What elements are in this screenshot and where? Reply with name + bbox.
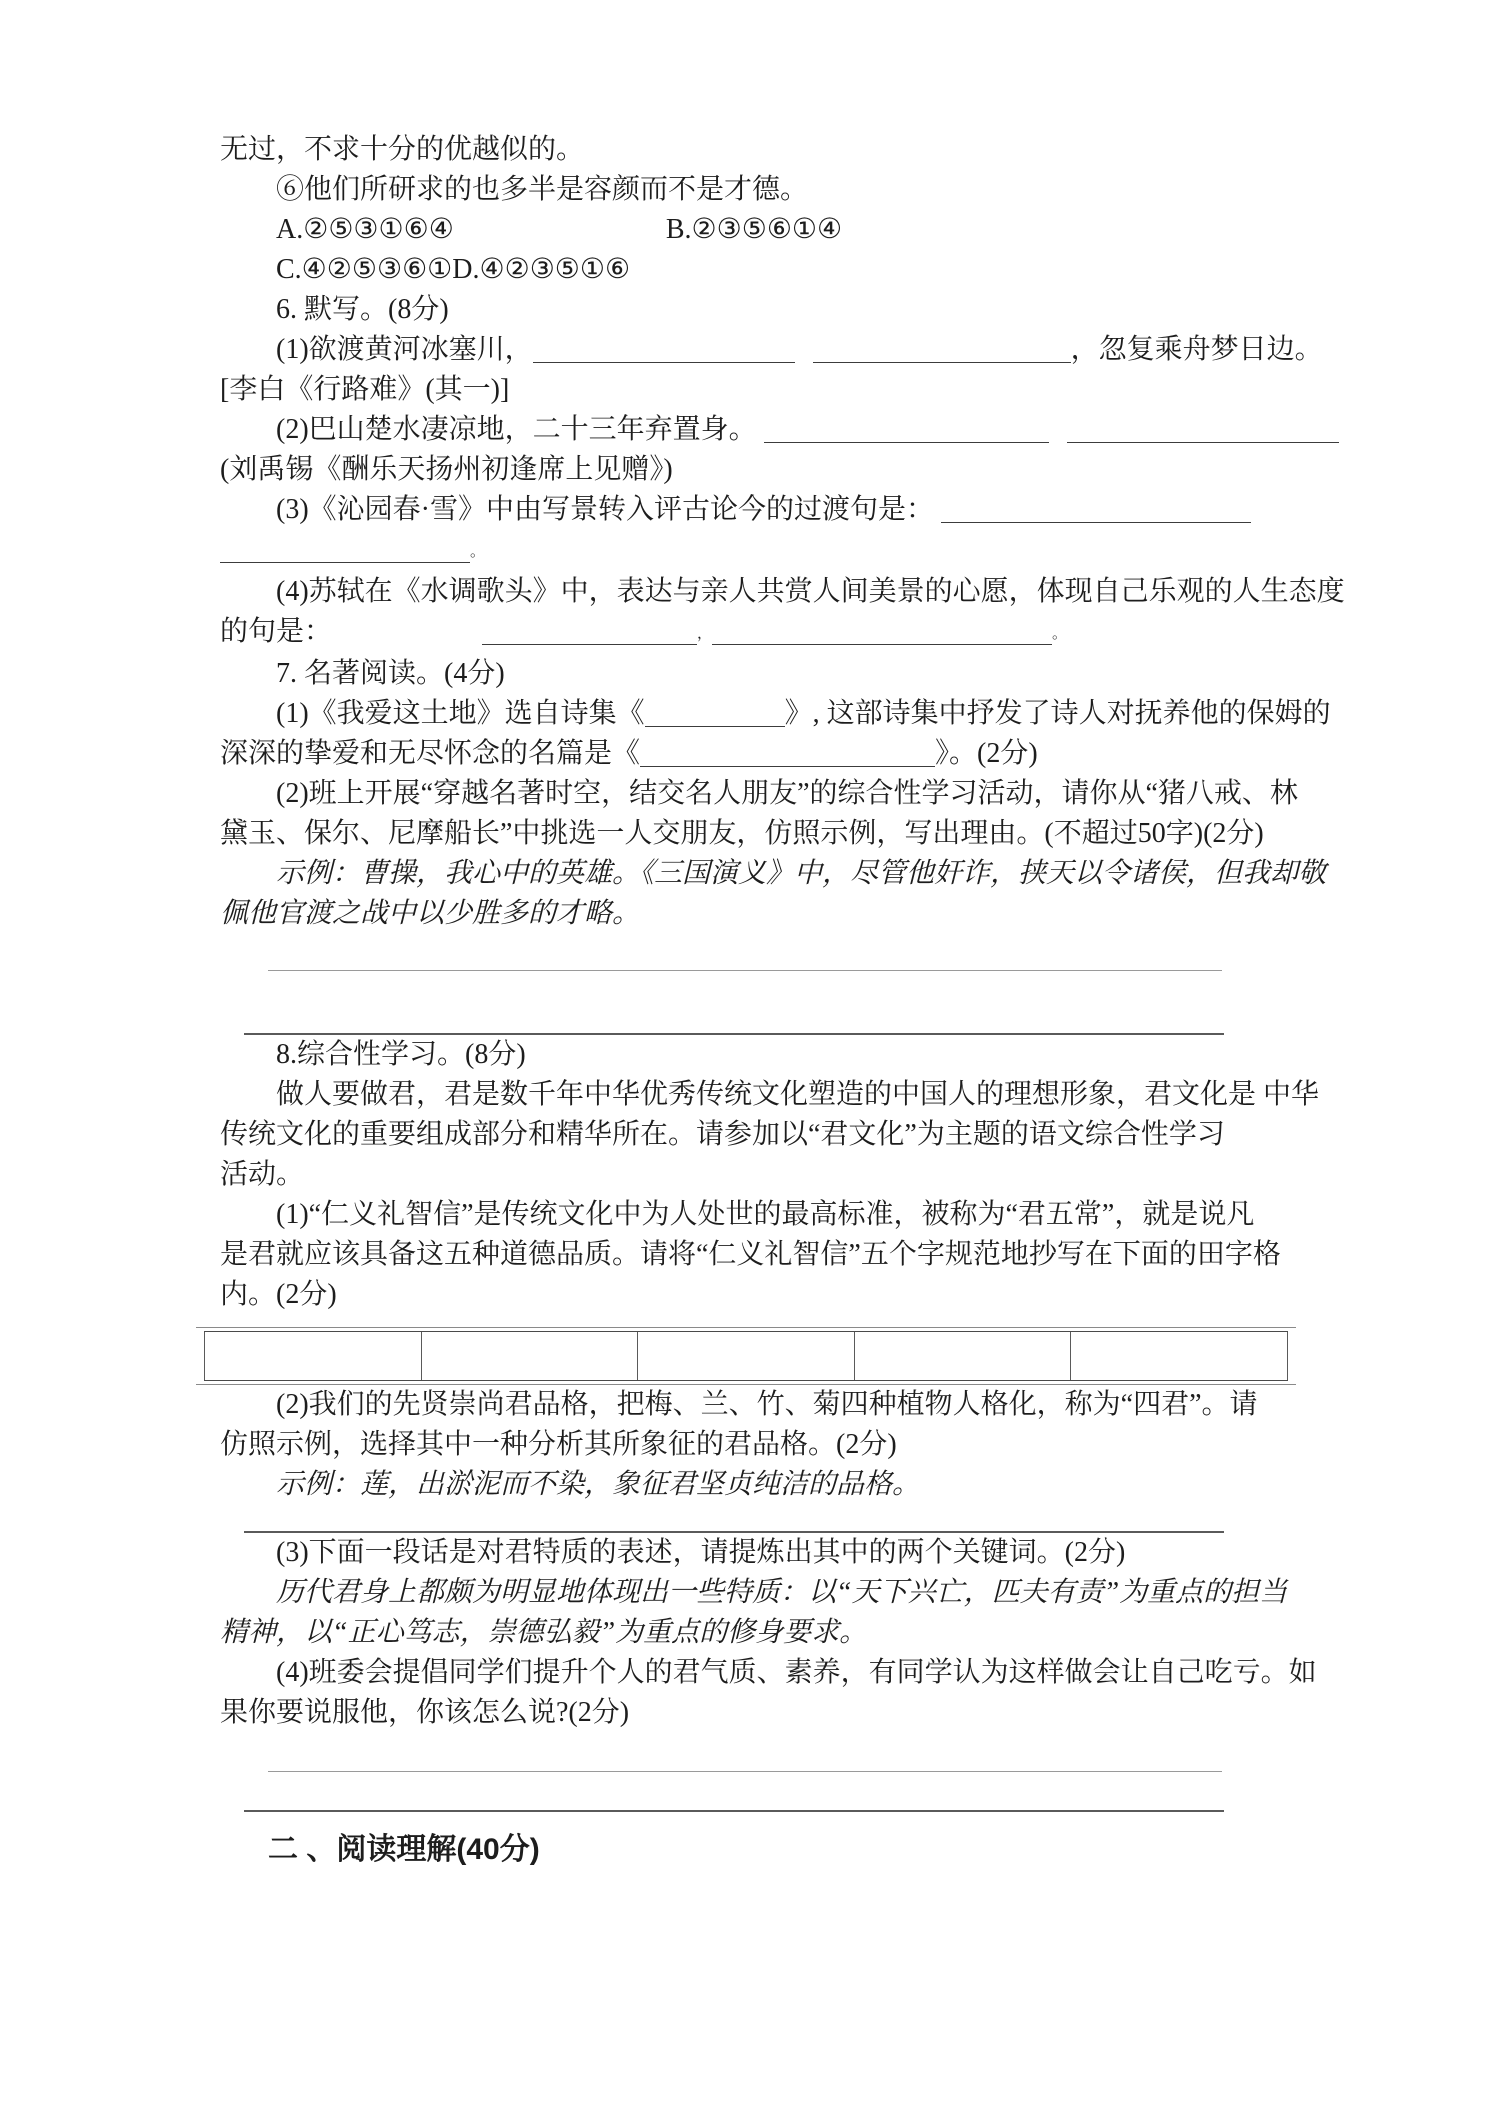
q6-item2-source [220,450,1293,490]
q6-item2-line [220,410,1293,450]
q8-item1-line3-text: 内。(2分) [220,1279,337,1310]
q7-item2-line1 [220,774,1298,814]
q8-item3-line1 [220,1533,1293,1573]
q6-item4-period: 。 [1052,626,1068,642]
q8-title [220,1035,1293,1075]
q6-item4-pre: 的句是： [220,616,333,647]
q5-option-a: A.②⑤③①⑥④ [276,214,454,245]
q6-item1-line [220,330,1323,370]
q5-options-ab [220,210,1293,250]
q6-item3-pre: (3)《沁园春·雪》中由写景转入评古论今的过渡句是： [276,494,934,525]
q8-item1-line1 [220,1195,1293,1235]
q7-item2-line2 [220,814,1293,854]
grid-cell [1070,1332,1288,1380]
q8-item1-line2 [220,1235,1293,1275]
q8-item2-line2-text: 仿照示例，选择其中一种分析其所象征的君品格。(2分) [220,1429,897,1460]
section-two-heading-text: 二 、阅读理解(40分) [268,1833,540,1866]
q5-sentence-6 [220,170,1293,210]
section-two-heading [268,1828,1293,1872]
grid-cell [204,1332,421,1380]
fill-in-blank [764,416,1049,443]
q8-intro-line3-text: 活动。 [220,1159,305,1190]
fill-in-blank [533,336,795,363]
q7-example-line1-text: 示例：曹操，我心中的英雄。《三国演义》中，尽管他奸诈，挟天以令诸侯，但我却敬 [276,858,1327,889]
q7-title-text: 7. 名著阅读。(4分) [276,658,505,689]
q8-item4-line1-text: (4)班委会提倡同学们提升个人的君气质、素养，有同学认为这样做会让自己吃亏。如 [276,1657,1317,1688]
answer-line [268,1771,1222,1772]
q6-title [220,290,1293,330]
fill-in-blank [645,700,785,727]
q7-title [220,654,1293,694]
fill-in-blank [220,536,470,563]
q8-intro-line2 [220,1115,1293,1155]
q8-title-text: 8.综合性学习。(8分) [276,1039,526,1070]
q7-item1-line2-post: 》。(2分) [935,738,1038,769]
q5-tail-line [220,130,1293,170]
q7-example-line1 [220,854,1327,894]
q5-option-cd: C.④②⑤③⑥①D.④②③⑤①⑥ [276,254,631,285]
grid-outer-line-top [196,1327,1296,1328]
q8-item2-line1 [220,1385,1293,1425]
q8-item2-line1-text: (2)我们的先贤崇尚君品格，把梅、兰、竹、菊四种植物人格化，称为“四君”。请 [276,1389,1258,1420]
q8-item4-line2-text: 果你要说服他，你该怎么说?(2分) [220,1697,630,1728]
answer-line-dark [244,1810,1224,1812]
q8-item1-line1-text: (1)“仁义礼智信”是传统文化中为人处世的最高标准，被称为“君五常”，就是说凡 [276,1199,1255,1230]
q6-item4-line2 [220,612,1293,654]
q6-item3-line [220,490,1293,530]
q7-example-line2 [220,894,1293,934]
q5-sentence-6-text: ⑥他们所研求的也多半是容颜而不是才德。 [276,174,809,205]
q6-item4-line1 [220,572,1345,612]
q8-item2-example [220,1465,1293,1505]
q7-item1-line1 [220,694,1331,734]
q7-item1-mid: 》, 这部诗集中抒发了诗人对抚养他的保姆的 [784,698,1331,729]
q6-item4-comma: ， [697,626,713,642]
q7-item2-line1-text: (2)班上开展“穿越名著时空，结交名人朋友”的综合性学习活动，请你从“猪八戒、林 [276,778,1298,809]
fill-in-blank [1067,416,1339,443]
q8-item2-example-text: 示例：莲，出淤泥而不染，象征君坚贞纯洁的品格。 [276,1469,921,1500]
q7-example-line2-text: 佩他官渡之战中以少胜多的才略。 [220,898,641,929]
q6-item2-source-text: (刘禹锡《酬乐天扬州初逢席上见赠》) [220,454,673,485]
q8-item3-line1-text: (3)下面一段话是对君特质的表述，请提炼出其中的两个关键词。(2分) [276,1537,1126,1568]
answer-line [268,970,1222,971]
fill-in-blank [712,618,1052,645]
fill-in-blank [640,740,935,767]
q8-intro-line1 [220,1075,1320,1115]
q5-option-b: B.②③⑤⑥①④ [665,214,843,245]
q8-item3-passage-line1 [220,1573,1293,1613]
q8-item4-line2 [220,1693,1293,1733]
q8-item1-line3 [220,1275,1293,1315]
fill-in-blank [813,336,1071,363]
fill-in-blank [482,618,697,645]
q6-title-text: 6. 默写。(8分) [276,294,449,325]
q6-item1-source [220,370,1293,410]
q8-item4-line1 [220,1653,1317,1693]
grid-cell [637,1332,854,1380]
q8-intro-line3 [220,1155,1293,1195]
q6-item4-line1-text: (4)苏轼在《水调歌头》中，表达与亲人共赏人间美景的心愿，体现自己乐观的人生态度 [276,576,1345,607]
q6-item2-pre: (2)巴山楚水凄凉地，二十三年弃置身。 [276,414,757,445]
grid-cell [421,1332,638,1380]
q8-intro-line1-text: 做人要做君，君是数千年中华优秀传统文化塑造的中国人的理想形象，君文化是 中华 [276,1079,1320,1110]
q8-item2-line2 [220,1425,1293,1465]
q6-item1-post: ，忽复乘舟梦日边。 [1070,334,1323,365]
q6-item3-continuation [220,530,1293,572]
fill-in-blank [941,496,1251,523]
grid-row [204,1331,1288,1381]
q5-options-cd [220,250,1293,290]
tianzige-grid [204,1327,1288,1385]
q8-intro-line2-text: 传统文化的重要组成部分和精华所在。请参加以“君文化”为主题的语文综合性学习 [220,1119,1225,1150]
q6-item1-source-text: [李白《行路难》(其一)] [220,374,510,405]
q7-item1-line2 [220,734,1293,774]
q8-item3-passage-line1-text: 历代君身上都颇为明显地体现出一些特质：以“天下兴亡，匹夫有责”为重点的担当 [276,1577,1288,1608]
q7-item1-line2-pre: 深深的挚爱和无尽怀念的名篇是《 [220,738,641,769]
q5-tail-text: 无过，不求十分的优越似的。 [220,134,585,165]
q8-item3-passage-line2 [220,1613,1293,1653]
q6-item1-pre: (1)欲渡黄河冰塞川， [276,334,533,365]
grid-cell [854,1332,1071,1380]
q6-item3-period: 。 [470,544,486,560]
q7-item1-pre: (1)《我爱这土地》选自诗集《 [276,698,645,729]
q7-item2-line2-text: 黛玉、保尔、尼摩船长”中挑选一人交朋友，仿照示例，写出理由。(不超过50字)(2分) [220,818,1264,849]
q8-item3-passage-line2-text: 精神，以“正心笃志，崇德弘毅”为重点的修身要求。 [220,1617,868,1648]
q8-item1-line2-text: 是君就应该具备这五种道德品质。请将“仁义礼智信”五个字规范地抄写在下面的田字格 [220,1239,1281,1270]
